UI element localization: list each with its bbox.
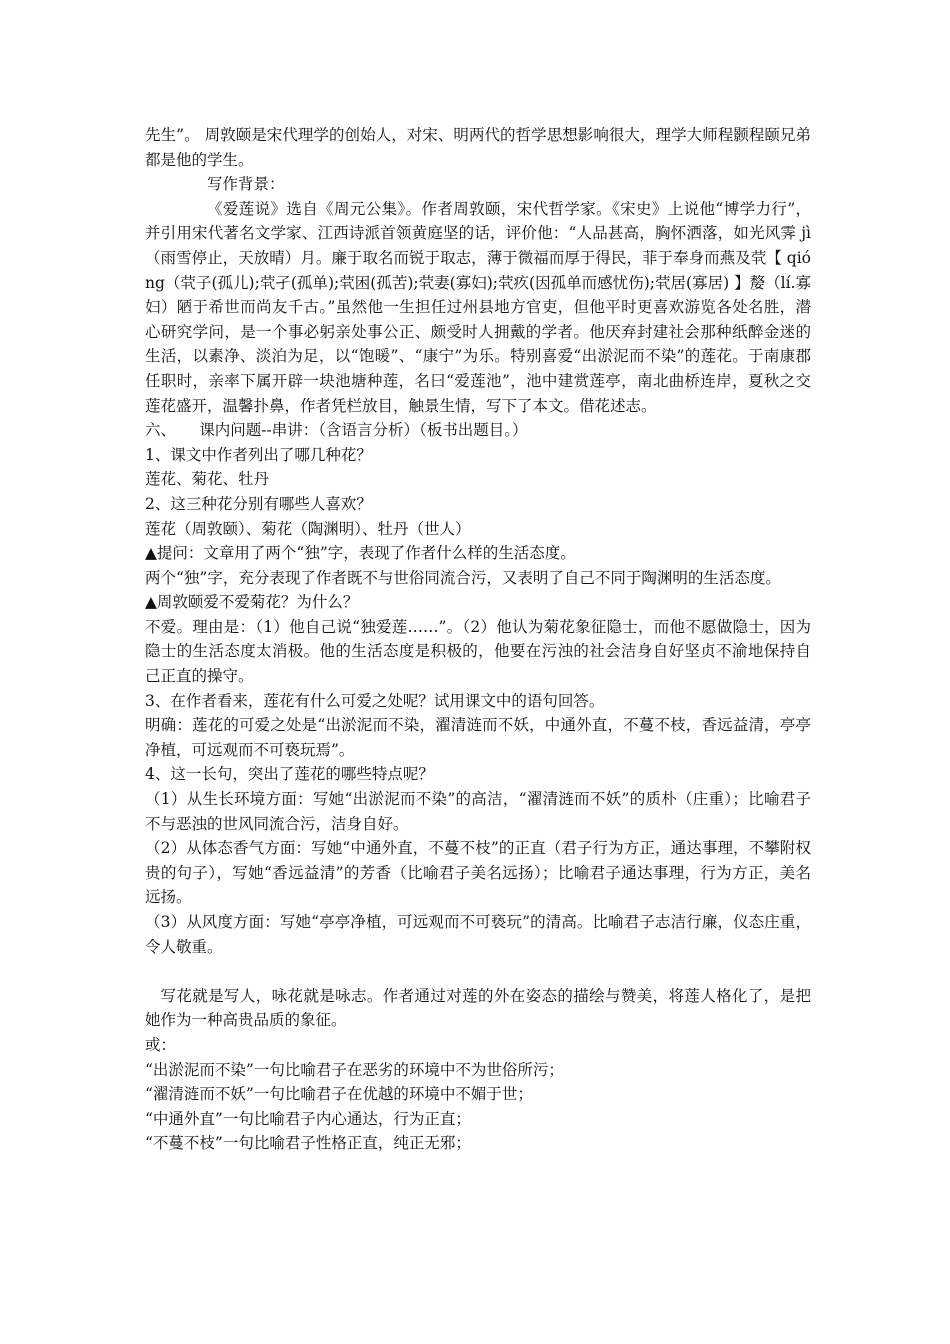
section-heading-background: 写作背景： bbox=[207, 175, 285, 194]
paragraph: 写花就是写人，咏花就是咏志。作者通过对莲的外在姿态的描绘与赞美，将莲人格化了，是把她作为一种高贵品质的象征。 bbox=[145, 986, 811, 1030]
question: 2、这三种花分别有哪些人喜欢？ bbox=[145, 494, 372, 513]
answer: 莲花、菊花、牡丹 bbox=[145, 470, 270, 489]
answer: （1）从生长环境方面：写她“出淤泥而不染”的高洁，“濯清涟而不妖”的质朴（庄重）；比喻君子不与恶浊的世风同流合污，洁身自好。 bbox=[145, 790, 811, 833]
question: 4、这一长句，突出了莲花的哪些特点呢？ bbox=[145, 765, 434, 784]
section-heading: 六、 课内问题--串讲：（含语言分析）（板书出题目。） bbox=[145, 421, 528, 440]
answer: 不爱。理由是：（1）他自己说“独爱莲……”。（2）他认为菊花象征隐士，而他不愿做隐士，因为隐士的生活态度太消极。他的生活态度是积极的，他要在污浊的社会洁身自好坚贞不渝地保持自己正直的操守。 bbox=[145, 617, 811, 686]
blank-line bbox=[145, 959, 811, 984]
question: 3、在作者看来，莲花有什么可爱之处呢？试用课文中的语句回答。 bbox=[145, 691, 605, 710]
answer: （3）从风度方面：写她“亭亭净植，可远观而不可亵玩”的清高。比喻君子志洁行廉，仪态庄重，令人敬重。 bbox=[145, 913, 811, 956]
document-body bbox=[145, 123, 811, 1156]
paragraph: 《爱莲说》选自《周元公集》。作者周敦颐，宋代哲学家。《宋史》上说他“博学力行”，并引用宋代著名文学家、江西诗派首领黄庭坚的话，评价他：“人品甚高，胸怀洒落，如光风霁 jì（雨雪停止，天放晴）月。廉于取名而锐于取志，薄于微福而厚于得民，菲于奉身而燕及茕【 qióng（茕子(孤儿);茕孑(孤单);茕困(孤苦);茕妻(寡妇);茕疚(因孤单而感忧伤);茕居(寡居) 】嫠（lí.寡妇）陋于希世而尚友千古。”虽然他一生担任过州县地方官吏，但他平时更喜欢游览各处名胜，潜心研究学问，是一个事必躬亲处事公正、颇受时人拥戴的学者。他厌弃封建社会那种纸醉金迷的生活，以素净、淡泊为足，以“饱暖”、“康宁”为乐。特别喜爱“出淤泥而不染”的莲花。于南康郡任职时，亲率下属开辟一块池塘种莲，名曰“爱莲池”，池中建赏莲亭，南北曲桥连岸，夏秋之交莲花盛开，温馨扑鼻，作者凭栏放目，触景生情，写下了本文。借花述志。 bbox=[145, 199, 811, 415]
list-item: “出淤泥而不染”一句比喻君子在恶劣的环境中不为世俗所污； bbox=[145, 1060, 564, 1079]
list-item: “濯清涟而不妖”一句比喻君子在优越的环境中不媚于世； bbox=[145, 1085, 533, 1104]
question: 1、课文中作者列出了哪几种花？ bbox=[145, 445, 372, 464]
answer: 两个“独”字，充分表现了作者既不与世俗同流合污，又表明了自己不同于陶渊明的生活态度。 bbox=[145, 568, 781, 587]
answer: （2）从体态香气方面：写她“中通外直，不蔓不枝”的正直（君子行为方正，通达事理，不攀附权贵的句子），写她“香远益清”的芳香（比喻君子美名远扬）；比喻君子通达事理，行为方正，美名远扬。 bbox=[145, 839, 811, 907]
paragraph: 先生”。 周敦颐是宋代理学的创始人，对宋、明两代的哲学思想影响很大，理学大师程颢程颐兄弟都是他的学生。 bbox=[145, 126, 811, 169]
answer: 莲花（周敦颐）、菊花（陶渊明）、牡丹（世人） bbox=[145, 519, 471, 538]
question: ▲提问：文章用了两个“独”字，表现了作者什么样的生活态度。 bbox=[145, 544, 576, 563]
list-item: “中通外直”一句比喻君子内心通达，行为正直； bbox=[145, 1109, 471, 1128]
answer: 明确：莲花的可爱之处是“出淤泥而不染，濯清涟而不妖，中通外直，不蔓不枝，香远益清，亭亭净植，可远观而不可亵玩焉”。 bbox=[145, 716, 811, 759]
question: ▲周敦颐爱不爱菊花？为什么？ bbox=[145, 593, 359, 612]
paragraph: 或： bbox=[145, 1035, 177, 1054]
list-item: “不蔓不枝”一句比喻君子性格正直，纯正无邪； bbox=[145, 1134, 471, 1153]
